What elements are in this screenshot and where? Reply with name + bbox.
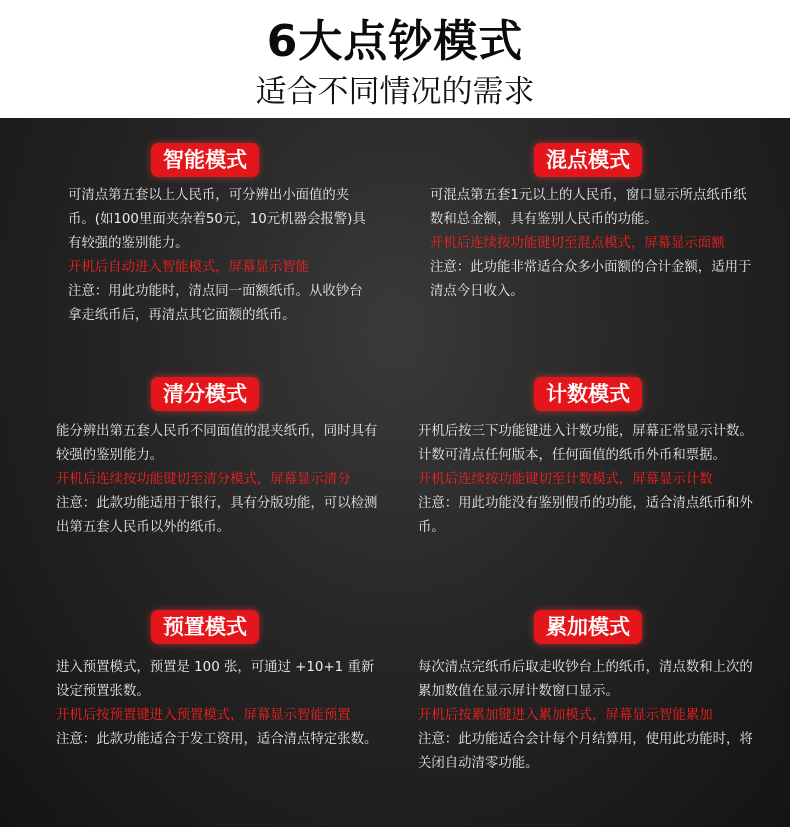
mode-note-text: 注意：此款功能适合于发工资用，适合清点特定张数。 [56, 732, 378, 747]
mode-highlight-text: 开机后按累加键进入累加模式，屏幕显示智能累加 [418, 708, 713, 723]
mode-desc-text: 可混点第五套1元以上的人民币，窗口显示所点纸币纸数和总金额，具有鉴别人民币的功能。 [430, 188, 747, 227]
mode-description [418, 656, 753, 776]
mode-description [56, 420, 381, 540]
mode-description [418, 420, 753, 540]
mode-badge: 累加模式 [534, 610, 642, 644]
mode-desc-text: 可清点第五套以上人民币，可分辨出小面值的夹币。(如100里面夹杂着50元，10元机器会报警)具有较强的鉴别能力。 [68, 188, 366, 251]
mode-note-text: 注意：此款功能适用于银行，具有分版功能，可以检测出第五套人民币以外的纸币。 [56, 496, 378, 535]
mode-desc-text: 进入预置模式，预置是 100 张，可通过 +10+1 重新设定预置张数。 [56, 660, 375, 699]
mode-description [430, 184, 755, 304]
mode-highlight-text: 开机后连续按功能键切至清分模式，屏幕显示清分 [56, 472, 351, 487]
mode-description [68, 184, 368, 328]
page-title: 6大点钞模式 [266, 16, 524, 67]
mode-note-text: 注意：此功能适合会计每个月结算用，使用此功能时，将关闭自动清零功能。 [418, 732, 753, 771]
mode-desc-text: 开机后按三下功能键进入计数功能，屏幕正常显示计数。计数可清点任何版本，任何面值的纸币外币和票据。 [418, 424, 753, 463]
mode-badge: 智能模式 [151, 143, 259, 177]
mode-highlight-text: 开机后连续按功能键切至混点模式，屏幕显示面额 [430, 236, 725, 251]
page-subtitle: 适合不同情况的需求 [255, 74, 535, 110]
mode-highlight-text: 开机后按预置键进入预置模式，屏幕显示智能预置 [56, 708, 351, 723]
mode-note-text: 注意：用此功能没有鉴别假币的功能，适合清点纸币和外币。 [418, 496, 753, 535]
mode-note-text: 注意：此功能非常适合众多小面额的合计金额，适用于清点今日收入。 [430, 260, 752, 299]
modes-panel [0, 118, 790, 827]
mode-highlight-text: 开机后连续按功能键切至计数模式，屏幕显示计数 [418, 472, 713, 487]
mode-desc-text: 能分辨出第五套人民币不同面值的混夹纸币，同时具有较强的鉴别能力。 [56, 424, 378, 463]
mode-highlight-text: 开机后自动进入智能模式，屏幕显示智能 [68, 260, 310, 275]
mode-badge: 计数模式 [534, 377, 642, 411]
mode-badge: 预置模式 [151, 610, 259, 644]
header [0, 0, 790, 118]
mode-note-text: 注意：用此功能时，清点同一面额纸币。从收钞台拿走纸币后，再清点其它面额的纸币。 [68, 284, 363, 323]
mode-badge: 清分模式 [151, 377, 259, 411]
mode-badge: 混点模式 [534, 143, 642, 177]
mode-description [56, 656, 386, 752]
mode-desc-text: 每次清点完纸币后取走收钞台上的纸币，清点数和上次的累加数值在显示屏计数窗口显示。 [418, 660, 753, 699]
